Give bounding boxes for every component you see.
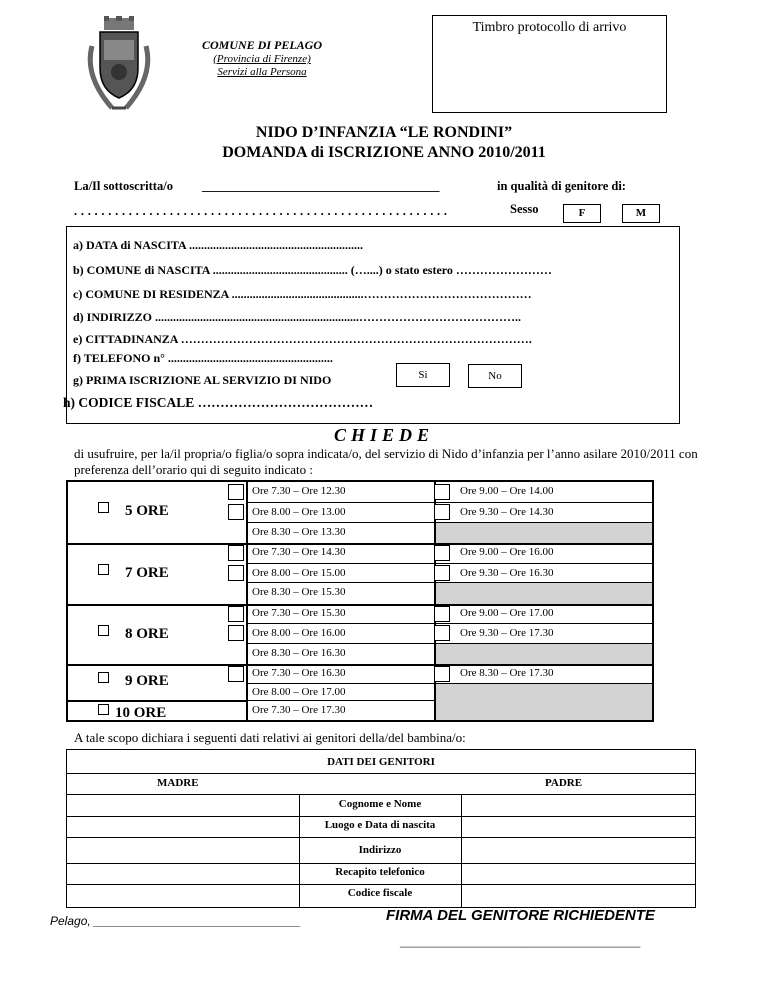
slot-label: Ore 9.30 – Ore 17.30 — [460, 627, 554, 639]
child-name-field[interactable]: . . . . . . . . . . . . . . . . . . . . . . . . . . . . . . . . . . . . . . . . . . . . . . . . . . . . . . . — [74, 204, 448, 218]
comune-block — [192, 38, 332, 79]
slot-checkbox[interactable] — [228, 545, 244, 561]
madre-label: MADRE — [157, 777, 199, 789]
field-prima-iscrizione: g) PRIMA ISCRIZIONE AL SERVIZIO DI NIDO — [73, 373, 332, 387]
slot-checkbox[interactable] — [228, 606, 244, 622]
slot-checkbox[interactable] — [434, 484, 450, 500]
sesso-label: Sesso — [510, 202, 539, 216]
child-data-box — [63, 226, 680, 424]
field-telefono[interactable]: f) TELEFONO n° ....................................................... — [73, 351, 333, 365]
signature-line[interactable]: ____________________________________ — [400, 934, 641, 948]
row-recapito: Recapito telefonico — [335, 866, 425, 878]
option-7-ore[interactable]: 7 ORE — [98, 564, 169, 582]
slot-label: Ore 7.30 – Ore 12.30 — [252, 485, 346, 497]
coat-of-arms-logo — [82, 16, 156, 114]
slot-checkbox[interactable] — [434, 504, 450, 520]
row-indirizzo: Indirizzo — [358, 844, 402, 856]
sottoscritto-field[interactable]: ______________________________________ — [202, 179, 440, 193]
option-10-ore[interactable]: 10 ORE — [98, 704, 166, 722]
slot-label: Ore 8.30 – Ore 15.30 — [252, 586, 346, 598]
slot-checkbox[interactable] — [434, 606, 450, 622]
slot-label: Ore 7.30 – Ore 14.30 — [252, 546, 346, 558]
provincia: (Provincia di Firenze) — [213, 53, 311, 65]
slot-label: Ore 9.30 – Ore 16.30 — [460, 567, 554, 579]
slot-label: Ore 8.30 – Ore 17.30 — [460, 667, 554, 679]
request-paragraph: di usufruire, per la/il propria/o figlia/o sopra indicata/o, del servizio di Nido d’infanzia per l’anno asilare 2010/2011 con preferenza dell’orario qui di seguito indicato : — [74, 446, 698, 477]
field-codice-fiscale[interactable]: h) CODICE FISCALE ………………………………… — [63, 395, 374, 410]
sex-f-box[interactable]: F — [563, 204, 601, 223]
title-line2: DOMANDA di ISCRIZIONE ANNO 2010/2011 — [222, 144, 546, 161]
chiede-heading: CHIEDE — [333, 425, 435, 445]
parents-table — [66, 749, 696, 908]
slot-checkbox[interactable] — [228, 504, 244, 520]
slot-checkbox[interactable] — [228, 565, 244, 581]
slot-checkbox[interactable] — [228, 666, 244, 682]
option-9-ore[interactable]: 9 ORE — [98, 672, 169, 690]
parents-intro: A tale scopo dichiara i seguenti dati relativi ai genitori della/del bambina/o: — [74, 730, 466, 745]
slot-label: Ore 9.30 – Ore 14.30 — [460, 506, 554, 518]
slot-label: Ore 7.30 – Ore 17.30 — [252, 704, 346, 716]
slot-label: Ore 8.00 – Ore 15.00 — [252, 567, 346, 579]
field-indirizzo[interactable]: d) INDIRIZZO ....................................................................………………………………….. — [73, 310, 522, 324]
option-5-ore[interactable]: 5 ORE — [98, 502, 169, 520]
slot-checkbox[interactable] — [434, 545, 450, 561]
genitore-label: in qualità di genitore di: — [497, 179, 626, 193]
sex-m-box[interactable]: M — [622, 204, 660, 223]
slot-checkbox[interactable] — [434, 666, 450, 682]
slot-label: Ore 7.30 – Ore 15.30 — [252, 607, 346, 619]
stamp-label: Timbro protocollo di arrivo — [472, 20, 627, 35]
slot-label: Ore 8.00 – Ore 17.00 — [252, 686, 346, 698]
field-cittadinanza[interactable]: e) CITTADINANZA ……………………………………………………………………………. — [73, 332, 532, 346]
row-codice-fiscale: Codice fiscale — [347, 887, 413, 899]
servizi: Servizi alla Persona — [217, 66, 307, 78]
field-comune-nascita[interactable]: b) COMUNE di NASCITA ............................................. (…....) o stato estero …………………… — [73, 263, 552, 277]
schedule-table — [66, 480, 654, 722]
slot-label: Ore 7.30 – Ore 16.30 — [252, 667, 346, 679]
field-comune-residenza[interactable]: c) COMUNE DI RESIDENZA ............................................…………………………………… — [73, 287, 532, 301]
slot-label: Ore 9.00 – Ore 16.00 — [460, 546, 554, 558]
slot-checkbox[interactable] — [434, 565, 450, 581]
comune-name: COMUNE DI PELAGO — [201, 38, 322, 52]
title-line1: NIDO D’INFANZIA “LE RONDINI” — [255, 124, 513, 141]
padre-label: PADRE — [545, 777, 583, 789]
parents-header: DATI DEI GENITORI — [327, 756, 435, 768]
firma-label: FIRMA DEL GENITORE RICHIEDENTE — [386, 907, 655, 924]
sottoscritto-label: La/Il sottoscritta/o — [74, 179, 173, 193]
no-checkbox[interactable]: No — [468, 364, 522, 388]
slot-label: Ore 8.30 – Ore 13.30 — [252, 526, 346, 538]
row-luogo-data: Luogo e Data di nascita — [324, 819, 436, 831]
place-date-field[interactable]: Pelago, _______________________________ — [50, 914, 301, 928]
option-8-ore[interactable]: 8 ORE — [98, 625, 169, 643]
slot-checkbox[interactable] — [434, 625, 450, 641]
stamp-box — [432, 15, 667, 113]
si-checkbox[interactable]: Si — [396, 363, 450, 387]
slot-label: Ore 9.00 – Ore 17.00 — [460, 607, 554, 619]
slot-checkbox[interactable] — [228, 625, 244, 641]
slot-label: Ore 8.30 – Ore 16.30 — [252, 647, 346, 659]
slot-checkbox[interactable] — [228, 484, 244, 500]
row-cognome-nome: Cognome e Nome — [338, 798, 422, 810]
slot-label: Ore 9.00 – Ore 14.00 — [460, 485, 554, 497]
slot-label: Ore 8.00 – Ore 16.00 — [252, 627, 346, 639]
slot-label: Ore 8.00 – Ore 13.00 — [252, 506, 346, 518]
field-data-nascita[interactable]: a) DATA di NASCITA .......................................................... — [73, 238, 364, 252]
